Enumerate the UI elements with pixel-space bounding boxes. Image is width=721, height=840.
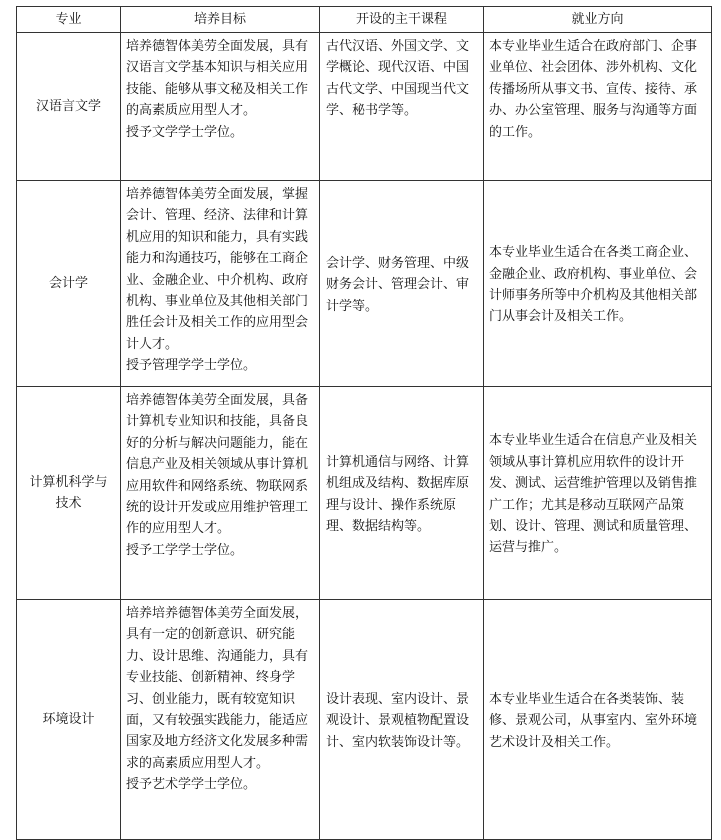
table-row xyxy=(17,33,712,181)
courses-cell: 设计表现、室内设计、景观设计、景观植物配置设计、室内软装饰设计等。 xyxy=(320,600,484,840)
courses-cell: 古代汉语、外国文学、文学概论、现代汉语、中国古代文学、中国现当代文学、秘书学等。 xyxy=(320,33,484,181)
table-container xyxy=(16,6,712,840)
goal-cell xyxy=(121,181,320,387)
degree-text: 授予工学学士学位。 xyxy=(126,542,244,558)
courses-cell: 计算机通信与网络、计算机组成及结构、数据库原理与设计、操作系统原理、数据结构等。 xyxy=(320,387,484,600)
header-major: 专业 xyxy=(17,7,121,33)
career-cell: 本专业毕业生适合在各类装饰、装修、景观公司，从事室内、室外环境艺术设计及相关工作。 xyxy=(484,600,712,840)
major-cell: 计算机科学与技术 xyxy=(17,387,121,600)
header-career: 就业方向 xyxy=(484,7,712,33)
table-row xyxy=(17,387,712,600)
goal-cell xyxy=(121,600,320,840)
degree-text: 授予管理学学士学位。 xyxy=(126,358,257,374)
career-cell: 本专业毕业生适合在政府部门、企事业单位、社会团体、涉外机构、文化传播场所从事文书、宣传、接待、承办、办公室管理、服务与沟通等方面的工作。 xyxy=(484,33,712,181)
courses-cell: 会计学、财务管理、中级财务会计、管理会计、审计学等。 xyxy=(320,181,484,387)
goal-text: 培养德智体美劳全面发展，具备计算机专业知识和技能，具备良好的分析与解决问题能力，能在信息产业及相关领域从事计算机应用软件和网络系统、物联网系统的设计开发或应用维护管理工作的应用型人才。 xyxy=(126,393,309,537)
header-courses: 开设的主干课程 xyxy=(320,7,484,33)
career-cell: 本专业毕业生适合在各类工商企业、金融企业、政府机构、事业单位、会计师事务所等中介机构及其他相关部门从事会计及相关工作。 xyxy=(484,181,712,387)
career-cell: 本专业毕业生适合在信息产业及相关领域从事计算机应用软件的设计开发、测试、运营维护管理以及销售推广工作；尤其是移动互联网产品策划、设计、管理、测试和质量管理、运营与推广。 xyxy=(484,387,712,600)
major-cell: 汉语言文学 xyxy=(17,33,121,181)
header-goal: 培养目标 xyxy=(121,7,320,33)
goal-text: 培养德智体美劳全面发展，掌握会计、管理、经济、法律和计算机应用的知识和能力，具有实践能力和沟通技巧，能够在工商企业、金融企业、中介机构、政府机构、事业单位及其他相关部门胜任会计及相关工作的应用型会计人才。 xyxy=(126,187,309,352)
header-row xyxy=(17,7,712,33)
degree-text: 授予文学学士学位。 xyxy=(126,124,244,140)
goal-text: 培养培养德智体美劳全面发展，具有一定的创新意识、研究能力、设计思维、沟通能力，具有专业技能、创新精神、终身学习、创业能力，既有较宽知识面，又有较强实践能力，能适应国家及地方经济文化发展多种需求的高素质应用型人才。 xyxy=(126,606,309,771)
table-row xyxy=(17,600,712,840)
degree-text: 授予艺术学学士学位。 xyxy=(126,777,257,793)
goal-cell xyxy=(121,33,320,181)
major-cell: 环境设计 xyxy=(17,600,121,840)
goal-text: 培养德智体美劳全面发展，具有汉语言文学基本知识与相关应用技能、能够从事文秘及相关工作的高素质应用型人才。 xyxy=(126,39,309,119)
majors-table xyxy=(16,6,712,840)
major-cell: 会计学 xyxy=(17,181,121,387)
table-row xyxy=(17,181,712,387)
goal-cell xyxy=(121,387,320,600)
